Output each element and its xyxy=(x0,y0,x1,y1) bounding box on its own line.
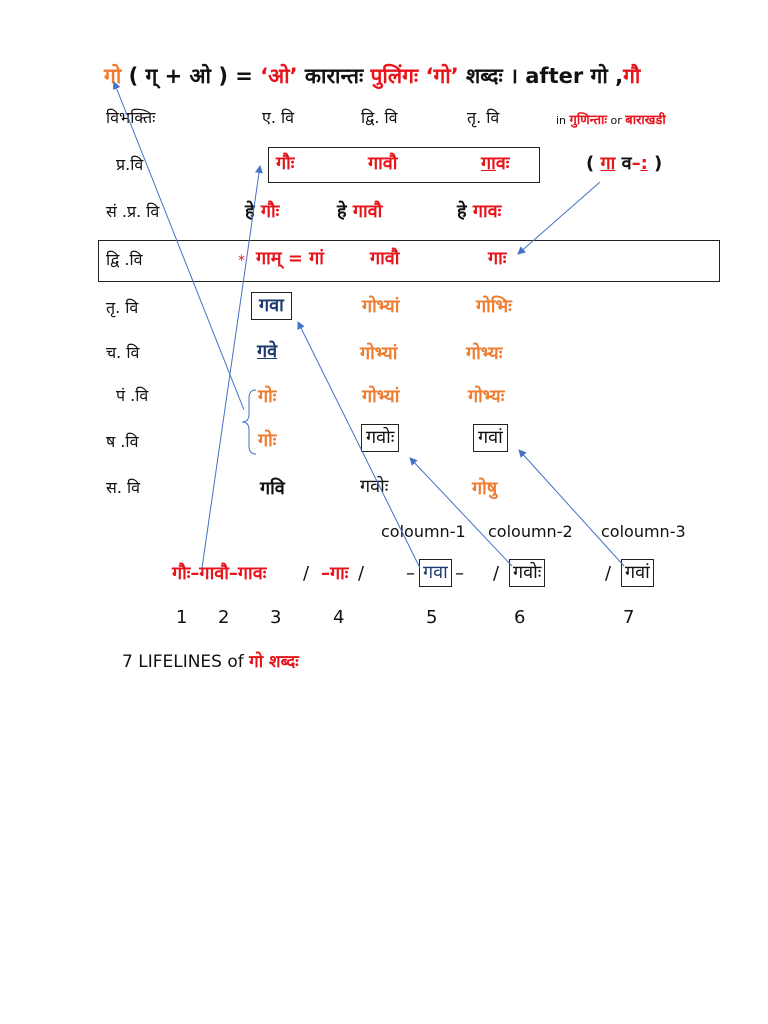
row-dvitiya-label: द्वि .वि xyxy=(106,250,143,269)
title-gau: गौ xyxy=(623,64,641,88)
header-note xyxy=(556,114,666,127)
row-tritiya-label: तृ. वि xyxy=(106,298,139,317)
title-go: गो xyxy=(104,64,122,88)
shashthi-eka: गोः xyxy=(258,430,277,451)
note-dash: – xyxy=(631,153,641,174)
dvitiya-dvi: गावौ xyxy=(370,248,400,269)
note-visarga: : xyxy=(640,153,648,174)
header-note-barakhadi: बाराखडी xyxy=(625,113,666,128)
lifeline-sep-2: / xyxy=(358,563,365,584)
note-open: ( xyxy=(586,153,601,174)
lifeline-sep-1: / xyxy=(303,563,310,584)
sambodhana-bahu xyxy=(457,203,501,221)
lifeline-number-3: 3 xyxy=(270,607,282,628)
page-title xyxy=(104,66,640,87)
sambodhana-eka xyxy=(245,203,279,221)
chaturthi-dvi: गोभ्यां xyxy=(360,343,398,364)
title-formula: ( ग् + ओ ) = xyxy=(128,64,261,88)
row-sambodhana-label: सं .प्र. वि xyxy=(106,202,160,221)
note-ga: गा xyxy=(600,153,616,174)
lifeline-number-1: 1 xyxy=(176,607,188,628)
tritiya-bahu: गोभिः xyxy=(476,296,512,317)
saptami-eka: गवि xyxy=(260,478,285,499)
saptami-dvi: गवोः xyxy=(360,476,389,497)
dvitiya-bahu: गाः xyxy=(488,248,507,269)
lifeline-form-gavoh: गवोः xyxy=(509,559,545,587)
lifeline-number-7: 7 xyxy=(623,607,635,628)
title-pulinga: पुलिंगः xyxy=(370,64,419,88)
title-shabda: शब्दः । after गो , xyxy=(458,64,624,88)
prathama-bahu-ga: गा xyxy=(481,153,496,174)
arrow-gavam-to-shashthi xyxy=(519,450,624,566)
row-chaturthi-label: च. वि xyxy=(106,343,140,362)
column-label-1: coloumn-1 xyxy=(381,522,466,541)
row-prathama-label: प्र.वि xyxy=(116,155,144,174)
column-label-3: coloumn-3 xyxy=(601,522,686,541)
lifeline-forms-1: गौः–गावौ–गावः xyxy=(172,563,267,584)
arrow-gau-to-prathama xyxy=(202,166,260,568)
lifeline-number-5: 5 xyxy=(426,607,438,628)
tritiya-eka: गवा xyxy=(251,292,292,320)
panchami-dvi: गोभ्यां xyxy=(362,386,400,407)
header-ekavachana: ए. वि xyxy=(262,108,295,127)
saptami-bahu: गोषु xyxy=(472,478,498,499)
lifeline-number-4: 4 xyxy=(333,607,345,628)
note-close: ) xyxy=(647,153,663,174)
dvitiya-box xyxy=(98,240,720,282)
dvitiya-eka: गाम् = गां xyxy=(256,248,324,269)
title-quote-o: ‘ओ’ xyxy=(260,64,298,88)
panchami-eka: गोः xyxy=(258,386,277,407)
prathama-dvi: गावौ xyxy=(368,153,398,174)
dvitiya-star: * xyxy=(238,253,245,269)
sambodhana-he-1: हे xyxy=(245,201,261,222)
lifeline-form-gava: गवा xyxy=(419,559,452,587)
row-saptami-label: स. वि xyxy=(106,478,141,497)
header-vibhakti: विभक्तिः xyxy=(106,108,156,127)
lifeline-number-6: 6 xyxy=(514,607,526,628)
sambodhana-dvi-word: गावौ xyxy=(352,201,383,222)
tritiya-dvi: गोभ्यां xyxy=(362,296,400,317)
lifeline-dash-1: – xyxy=(406,563,415,584)
footer-go: गो शब्दः xyxy=(249,652,299,672)
chaturthi-eka xyxy=(257,343,277,361)
prathama-note xyxy=(586,155,662,173)
header-dvivachana: द्वि. वि xyxy=(361,108,398,127)
lifeline-forms-2: –गाः xyxy=(321,563,349,584)
prathama-bahu-vah: वः xyxy=(495,153,510,174)
sambodhana-he-2: हे xyxy=(337,201,353,222)
header-note-or: or xyxy=(607,114,626,127)
title-quote-go: ‘गो’ xyxy=(418,64,459,88)
lifeline-sep-3: / xyxy=(493,563,500,584)
prathama-eka: गौः xyxy=(276,153,295,174)
lifeline-form-gavam: गवां xyxy=(621,559,654,587)
panchami-bahu: गोभ्यः xyxy=(468,386,505,407)
header-bahuvachana: तृ. वि xyxy=(467,108,500,127)
title-karant: कारान्तः xyxy=(297,64,371,88)
sambodhana-dvi xyxy=(337,203,382,221)
chaturthi-eka-word: गवे xyxy=(257,341,278,362)
header-note-gunintah: गुणिन्ताः xyxy=(569,113,608,128)
footer-text: 7 LIFELINES of xyxy=(122,652,250,672)
row-shashthi-label: ष .वि xyxy=(106,432,139,451)
sambodhana-eka-word: गौः xyxy=(260,201,280,222)
chaturthi-bahu: गोभ्यः xyxy=(466,343,503,364)
brace-panchami-shashthi xyxy=(242,390,256,454)
prathama-bahu xyxy=(481,155,509,173)
column-label-2: coloumn-2 xyxy=(488,522,573,541)
sambodhana-bahu-word: गावः xyxy=(472,201,502,222)
lifeline-number-2: 2 xyxy=(218,607,230,628)
footer-caption xyxy=(122,654,299,671)
row-panchami-label: पं .वि xyxy=(116,386,149,405)
shashthi-bahu: गवां xyxy=(473,424,508,452)
note-va: व xyxy=(615,153,632,174)
lifeline-sep-4: / xyxy=(605,563,612,584)
shashthi-dvi: गवोः xyxy=(361,424,399,452)
sambodhana-he-3: हे xyxy=(457,201,473,222)
arrow-gavoh-to-shashthi xyxy=(410,458,512,566)
header-note-in: in xyxy=(556,114,570,127)
lifeline-dash-2: – xyxy=(455,563,464,584)
